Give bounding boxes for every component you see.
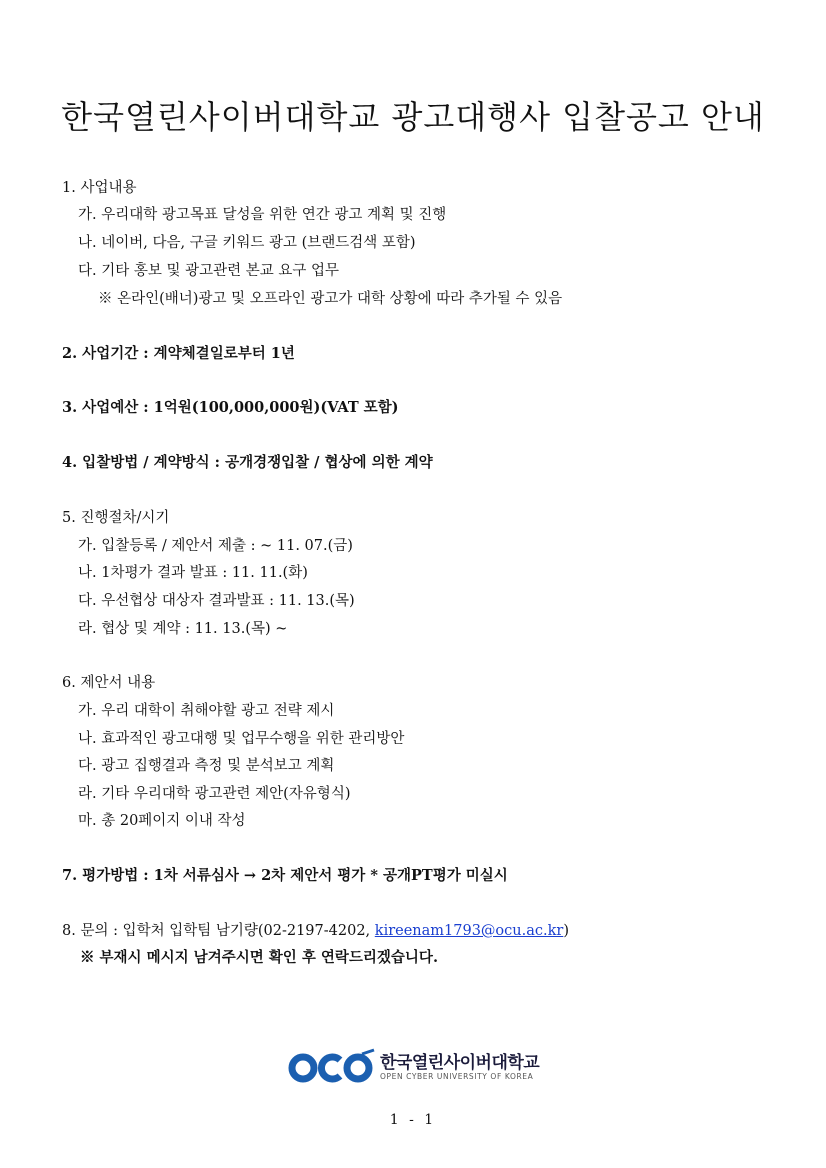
section-1-item: 가. 우리대학 광고목표 달성을 위한 연간 광고 계획 및 진행: [78, 207, 447, 223]
section-2-heading: 2. 사업기간 : 계약체결일로부터 1년: [62, 345, 295, 362]
section-4-heading: 4. 입찰방법 / 계약방식 : 공개경쟁입찰 / 협상에 의한 계약: [62, 454, 433, 471]
section-5-item: 다. 우선협상 대상자 결과발표 : 11. 13.(목): [78, 593, 355, 609]
section-1-item: 다. 기타 홍보 및 광고관련 본교 요구 업무: [78, 263, 339, 279]
section-8-heading: [62, 921, 569, 941]
section-5-item: 가. 입찰등록 / 제안서 제출 : ~ 11. 07.(금): [78, 538, 353, 554]
section-5-item: 라. 협상 및 계약 : 11. 13.(목) ~: [78, 621, 288, 637]
section-3-heading: 3. 사업예산 : 1억원(100,000,000원)(VAT 포함): [62, 399, 399, 416]
contact-text-end: ): [563, 923, 569, 939]
section-6-item: 다. 광고 집행결과 측정 및 분석보고 계획: [78, 758, 335, 774]
section-6-item: 라. 기타 우리대학 광고관련 제안(자유형식): [78, 786, 351, 802]
ocu-logo-icon: [288, 1048, 376, 1088]
section-6-item: 나. 효과적인 광고대행 및 업무수행을 위한 관리방안: [78, 731, 405, 747]
section-1-note: ※ 온라인(배너)광고 및 오프라인 광고가 대학 상황에 따라 추가될 수 있음: [98, 291, 563, 307]
section-6-item: 가. 우리 대학이 취해야할 광고 전략 제시: [78, 703, 335, 719]
section-7-heading: 7. 평가방법 : 1차 서류심사 → 2차 제안서 평가 * 공개PT평가 미실시: [62, 867, 508, 884]
page-title: 한국열린사이버대학교 광고대행사 입찰공고 안내: [61, 98, 765, 136]
email-link[interactable]: kireenam1793@ocu.ac.kr: [374, 923, 564, 939]
logo-subtitle: OPEN CYBER UNIVERSITY OF KOREA: [380, 1072, 534, 1081]
section-6-heading: 6. 제안서 내용: [62, 675, 156, 691]
section-1-heading: 1. 사업내용: [62, 180, 137, 196]
section-6-item: 마. 총 20페이지 이내 작성: [78, 813, 246, 829]
section-1-item: 나. 네이버, 다음, 구글 키워드 광고 (브랜드검색 포함): [78, 235, 416, 251]
logo-name: 한국열린사이버대학교: [380, 1053, 540, 1073]
page-number: 1 - 1: [389, 1112, 437, 1128]
section-8-note: ※ 부재시 메시지 남겨주시면 확인 후 연락드리겠습니다.: [80, 949, 438, 966]
contact-text: 8. 문의 : 입학처 입학팀 남기량(02-2197-4202,: [62, 923, 375, 939]
university-logo: [288, 1048, 548, 1088]
section-5-item: 나. 1차평가 결과 발표 : 11. 11.(화): [78, 565, 308, 581]
section-5-heading: 5. 진행절차/시기: [62, 510, 170, 526]
